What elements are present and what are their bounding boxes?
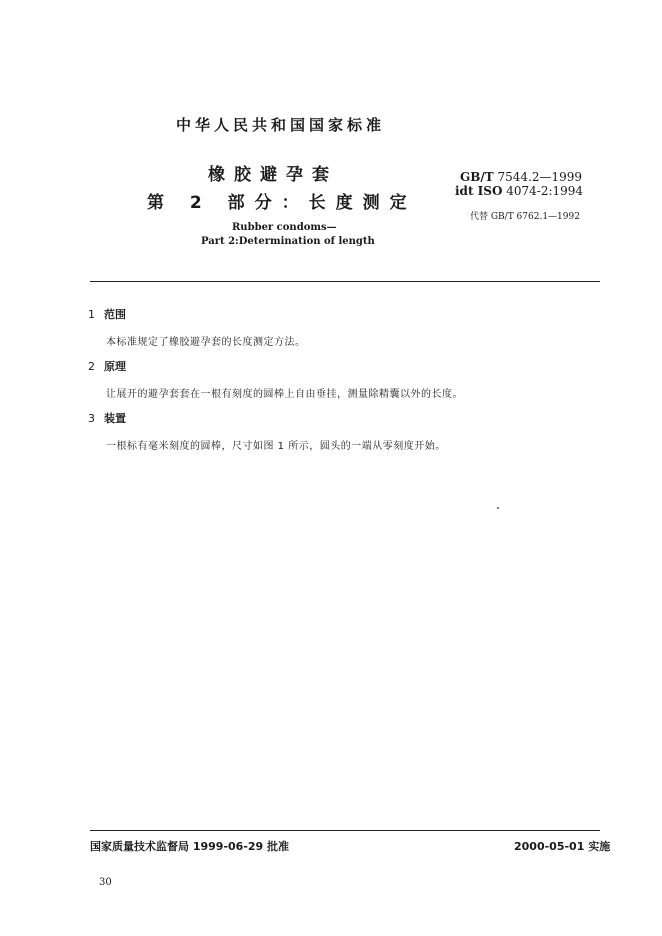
approval-info: 国家质量技术监督局 1999-06-29 批准 xyxy=(90,840,290,853)
page-number: 30 xyxy=(99,877,112,888)
section-body-principle: 让展开的避孕套套在一根有刻度的圆棒上自由垂挂，测量除精囊以外的长度。 xyxy=(106,389,463,400)
section-heading-principle xyxy=(88,358,126,374)
replaces-standard: 代替 GB/T 6762.1—1992 xyxy=(470,212,580,222)
section-title: 范围 xyxy=(104,308,126,321)
scan-speck xyxy=(497,507,499,509)
section-number: 1 xyxy=(88,308,95,321)
national-standard-heading: 中华人民共和国国家标准 xyxy=(176,116,386,134)
section-number: 2 xyxy=(88,360,95,373)
header-divider xyxy=(90,281,600,282)
section-heading-scope xyxy=(88,306,126,322)
effective-date: 2000-05-01 实施 xyxy=(514,840,611,853)
identical-standard-prefix: idt ISO xyxy=(455,184,503,198)
section-title: 原理 xyxy=(104,360,126,373)
identical-standard-number: 4074-2:1994 xyxy=(506,184,584,198)
section-heading-apparatus xyxy=(88,410,126,426)
footer-divider xyxy=(90,830,600,831)
section-number: 3 xyxy=(88,412,95,425)
section-body-scope: 本标准规定了橡胶避孕套的长度测定方法。 xyxy=(106,337,306,348)
identical-standard xyxy=(455,184,583,198)
section-body-apparatus: 一根标有毫米刻度的圆棒，尺寸如图 1 所示，圆头的一端从零刻度开始。 xyxy=(106,441,446,452)
english-title-line-1: Rubber condoms— xyxy=(232,222,337,233)
standard-code xyxy=(460,170,582,184)
standard-code-number: 7544.2—1999 xyxy=(497,170,583,184)
standard-code-prefix: GB/T xyxy=(460,170,494,184)
document-part-title: 第 2 部分：长度测定 xyxy=(147,193,417,213)
section-title: 装置 xyxy=(104,412,126,425)
english-title-line-2: Part 2:Determination of length xyxy=(201,236,375,247)
document-title: 橡胶避孕套 xyxy=(208,165,338,185)
